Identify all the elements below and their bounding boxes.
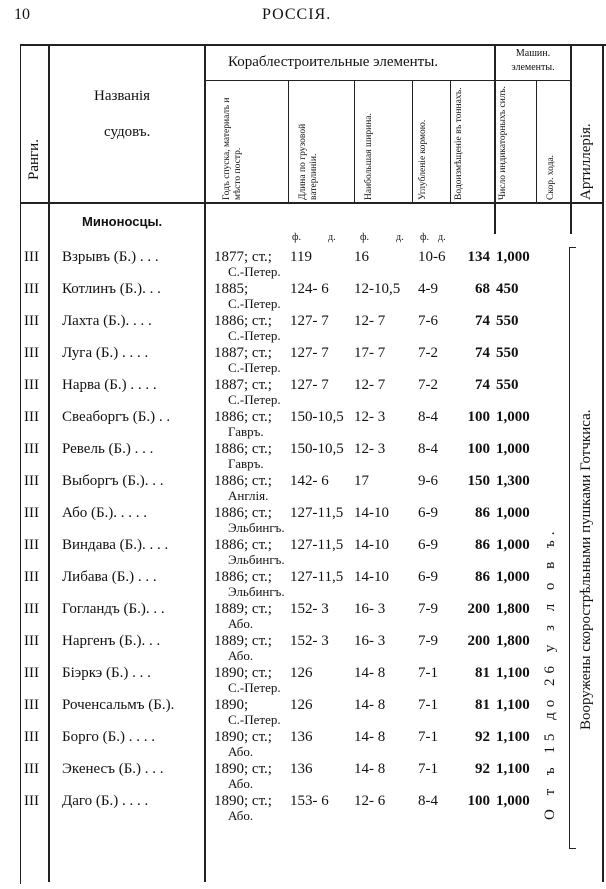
header-name-line1: Названія bbox=[94, 88, 151, 104]
cell-draft: 4-9 bbox=[418, 281, 438, 297]
cell-displacement: 81 bbox=[475, 665, 490, 681]
cell-yard: Або. bbox=[228, 616, 254, 631]
page-number: 10 bbox=[14, 6, 30, 23]
cell-yard: С.-Петер. bbox=[228, 264, 281, 279]
cell-name: Котлинъ (Б.). . . bbox=[62, 281, 161, 297]
header-col-hp: Число индикаторныхъ силъ. bbox=[498, 86, 508, 200]
rule-machine bbox=[570, 44, 572, 234]
cell-yard: С.-Петер. bbox=[228, 712, 281, 727]
header-col-year: Годъ спуска, материалъ и мѣсто постр. bbox=[222, 97, 243, 200]
cell-displacement: 86 bbox=[475, 537, 490, 553]
cell-hp: 1,000 bbox=[496, 249, 530, 265]
artillery-brace bbox=[569, 247, 576, 849]
cell-width: 12-10,5 bbox=[354, 281, 401, 297]
cell-year: 1886; ст.; bbox=[214, 409, 272, 425]
cell-length: 152- 3 bbox=[290, 601, 329, 617]
artillery-note: Вооружены скорострѣльными пушками Готчкиса. bbox=[578, 409, 594, 730]
cell-hp: 1,000 bbox=[496, 441, 530, 457]
cell-name: Даго (Б.) . . . . bbox=[62, 793, 149, 809]
cell-hp: 1,300 bbox=[496, 473, 530, 489]
rule-sub bbox=[412, 80, 413, 202]
table-row bbox=[0, 661, 606, 693]
rule-sub bbox=[354, 80, 355, 202]
cell-draft: 6-9 bbox=[418, 537, 438, 553]
cell-draft: 10-6 bbox=[418, 249, 446, 265]
cell-name: Борго (Б.) . . . . bbox=[62, 729, 155, 745]
cell-draft: 9-6 bbox=[418, 473, 438, 489]
cell-width: 12- 7 bbox=[354, 377, 386, 393]
cell-draft: 7-2 bbox=[418, 345, 438, 361]
table-row bbox=[0, 757, 606, 789]
table-row bbox=[0, 405, 606, 437]
cell-width: 16- 3 bbox=[354, 601, 386, 617]
cell-displacement: 74 bbox=[475, 377, 490, 393]
speed-note: О т ъ 15 до 26 у з л о в ъ. bbox=[542, 526, 558, 820]
cell-draft: 8-4 bbox=[418, 409, 438, 425]
cell-draft: 6-9 bbox=[418, 505, 438, 521]
unit-length-inch: д. bbox=[328, 232, 336, 243]
cell-length: 142- 6 bbox=[290, 473, 329, 489]
table-row bbox=[0, 341, 606, 373]
cell-displacement: 86 bbox=[475, 505, 490, 521]
cell-year: 1890; ст.; bbox=[214, 761, 272, 777]
cell-rank: III bbox=[24, 761, 39, 777]
cell-yard: Англія. bbox=[228, 488, 269, 503]
cell-hp: 1,100 bbox=[496, 697, 530, 713]
cell-year: 1890; ст.; bbox=[214, 729, 272, 745]
cell-draft: 7-6 bbox=[418, 313, 438, 329]
cell-year: 1886; ст.; bbox=[214, 473, 272, 489]
table-row bbox=[0, 277, 606, 309]
cell-yard: Або. bbox=[228, 776, 254, 791]
cell-hp: 1,100 bbox=[496, 665, 530, 681]
cell-yard: Або. bbox=[228, 808, 254, 823]
cell-name: Выборгъ (Б.). . . bbox=[62, 473, 164, 489]
cell-width: 12- 6 bbox=[354, 793, 386, 809]
table-row bbox=[0, 501, 606, 533]
table-row bbox=[0, 245, 606, 277]
rule-sub bbox=[536, 80, 537, 202]
cell-draft: 6-9 bbox=[418, 569, 438, 585]
cell-draft: 8-4 bbox=[418, 793, 438, 809]
cell-hp: 450 bbox=[496, 281, 519, 297]
table-row bbox=[0, 469, 606, 501]
header-col-speed: Скор. хода. bbox=[546, 154, 556, 200]
cell-length: 136 bbox=[290, 761, 313, 777]
header-ship-elements: Кораблестроительные элементы. bbox=[228, 54, 439, 70]
cell-rank: III bbox=[24, 633, 39, 649]
cell-hp: 1,000 bbox=[496, 537, 530, 553]
cell-width: 16- 3 bbox=[354, 633, 386, 649]
cell-width: 14- 8 bbox=[354, 665, 386, 681]
header-machine-line2: элементы. bbox=[511, 62, 555, 73]
unit-width-inch: д. bbox=[396, 232, 404, 243]
cell-rank: III bbox=[24, 665, 39, 681]
cell-hp: 1,100 bbox=[496, 729, 530, 745]
cell-hp: 1,000 bbox=[496, 569, 530, 585]
cell-name: Наргенъ (Б.). . . bbox=[62, 633, 161, 649]
cell-rank: III bbox=[24, 377, 39, 393]
cell-length: 126 bbox=[290, 665, 313, 681]
cell-rank: III bbox=[24, 729, 39, 745]
cell-width: 14-10 bbox=[354, 505, 389, 521]
cell-hp: 1,000 bbox=[496, 409, 530, 425]
cell-name: Луга (Б.) . . . . bbox=[62, 345, 149, 361]
cell-draft: 7-1 bbox=[418, 697, 438, 713]
cell-yard: Эльбингъ. bbox=[228, 552, 285, 567]
cell-yard: С.-Петер. bbox=[228, 328, 281, 343]
cell-width: 12- 7 bbox=[354, 313, 386, 329]
header-machine-line1: Машин. bbox=[515, 48, 551, 59]
cell-length: 124- 6 bbox=[290, 281, 329, 297]
rule-sub bbox=[288, 80, 289, 202]
header-name-line2: судовъ. bbox=[104, 124, 151, 140]
cell-year: 1889; ст.; bbox=[214, 601, 272, 617]
cell-rank: III bbox=[24, 697, 39, 713]
cell-width: 17 bbox=[354, 473, 369, 489]
cell-length: 153- 6 bbox=[290, 793, 329, 809]
cell-rank: III bbox=[24, 441, 39, 457]
cell-name: Біэркэ (Б.) . . . bbox=[62, 665, 151, 681]
cell-length: 150-10,5 bbox=[290, 409, 344, 425]
cell-displacement: 92 bbox=[475, 761, 490, 777]
cell-displacement: 200 bbox=[467, 601, 490, 617]
header-rank: Ранги. bbox=[26, 139, 42, 180]
cell-displacement: 100 bbox=[467, 409, 490, 425]
rule-header-bottom bbox=[20, 202, 604, 204]
cell-year: 1887; ст.; bbox=[214, 377, 272, 393]
cell-width: 12- 3 bbox=[354, 441, 386, 457]
cell-draft: 7-9 bbox=[418, 601, 438, 617]
cell-draft: 7-1 bbox=[418, 729, 438, 745]
cell-length: 119 bbox=[290, 249, 312, 265]
cell-name: Лахта (Б.). . . . bbox=[62, 313, 152, 329]
cell-year: 1890; bbox=[214, 697, 249, 713]
cell-year: 1886; ст.; bbox=[214, 569, 272, 585]
cell-displacement: 100 bbox=[467, 441, 490, 457]
cell-rank: III bbox=[24, 601, 39, 617]
table-row bbox=[0, 597, 606, 629]
cell-draft: 8-4 bbox=[418, 441, 438, 457]
cell-name: Виндава (Б.). . . . bbox=[62, 537, 169, 553]
cell-year: 1886; ст.; bbox=[214, 505, 272, 521]
cell-rank: III bbox=[24, 569, 39, 585]
header-artillery: Артиллерія. bbox=[578, 123, 594, 200]
cell-draft: 7-9 bbox=[418, 633, 438, 649]
cell-name: Взрывъ (Б.) . . . bbox=[62, 249, 159, 265]
cell-hp: 550 bbox=[496, 313, 519, 329]
cell-rank: III bbox=[24, 281, 39, 297]
cell-width: 16 bbox=[354, 249, 369, 265]
cell-width: 14- 8 bbox=[354, 697, 386, 713]
cell-rank: III bbox=[24, 505, 39, 521]
cell-name: Либава (Б.) . . . bbox=[62, 569, 157, 585]
cell-name: Свеаборгъ (Б.) . . bbox=[62, 409, 171, 425]
unit-draft-feet: ф. bbox=[420, 232, 429, 243]
cell-year: 1890; ст.; bbox=[214, 665, 272, 681]
cell-yard: С.-Петер. bbox=[228, 680, 281, 695]
cell-rank: III bbox=[24, 409, 39, 425]
cell-draft: 7-1 bbox=[418, 761, 438, 777]
cell-year: 1886; ст.; bbox=[214, 537, 272, 553]
running-head: РОССІЯ. bbox=[262, 6, 332, 23]
cell-width: 14-10 bbox=[354, 537, 389, 553]
cell-draft: 7-2 bbox=[418, 377, 438, 393]
cell-displacement: 200 bbox=[467, 633, 490, 649]
unit-length-feet: ф. bbox=[292, 232, 301, 243]
cell-displacement: 68 bbox=[475, 281, 490, 297]
cell-year: 1890; ст.; bbox=[214, 793, 272, 809]
cell-hp: 1,000 bbox=[496, 793, 530, 809]
cell-width: 12- 3 bbox=[354, 409, 386, 425]
cell-rank: III bbox=[24, 793, 39, 809]
cell-year: 1877; ст.; bbox=[214, 249, 272, 265]
table-row bbox=[0, 437, 606, 469]
cell-year: 1887; ст.; bbox=[214, 345, 272, 361]
cell-yard: Эльбингъ. bbox=[228, 520, 285, 535]
cell-length: 127-11,5 bbox=[290, 537, 344, 553]
cell-displacement: 92 bbox=[475, 729, 490, 745]
cell-rank: III bbox=[24, 537, 39, 553]
rule-sub bbox=[450, 80, 451, 202]
header-col-draft: Углубленіе кормою. bbox=[418, 119, 428, 200]
cell-length: 126 bbox=[290, 697, 313, 713]
rule-subheader bbox=[204, 80, 570, 81]
cell-length: 136 bbox=[290, 729, 313, 745]
cell-displacement: 134 bbox=[467, 249, 490, 265]
table-row bbox=[0, 533, 606, 565]
cell-displacement: 100 bbox=[467, 793, 490, 809]
cell-year: 1886; ст.; bbox=[214, 441, 272, 457]
cell-hp: 1,800 bbox=[496, 601, 530, 617]
table-row bbox=[0, 629, 606, 661]
cell-hp: 550 bbox=[496, 377, 519, 393]
cell-name: Экенесъ (Б.) . . . bbox=[62, 761, 164, 777]
cell-displacement: 81 bbox=[475, 697, 490, 713]
cell-displacement: 74 bbox=[475, 345, 490, 361]
cell-name: Нарва (Б.) . . . . bbox=[62, 377, 157, 393]
cell-hp: 1,000 bbox=[496, 505, 530, 521]
cell-yard: Або. bbox=[228, 648, 254, 663]
cell-rank: III bbox=[24, 473, 39, 489]
cell-draft: 7-1 bbox=[418, 665, 438, 681]
table-row bbox=[0, 309, 606, 341]
cell-rank: III bbox=[24, 313, 39, 329]
cell-length: 127-11,5 bbox=[290, 505, 344, 521]
cell-width: 14- 8 bbox=[354, 761, 386, 777]
cell-length: 127-11,5 bbox=[290, 569, 344, 585]
header-col-width: Наибольшая ширина. bbox=[364, 113, 374, 200]
header-col-length: Длина по грузовой ватерлиніи. bbox=[298, 123, 319, 200]
cell-rank: III bbox=[24, 345, 39, 361]
cell-yard: Эльбингъ. bbox=[228, 584, 285, 599]
cell-name: Гогландъ (Б.). . . bbox=[62, 601, 165, 617]
cell-length: 127- 7 bbox=[290, 377, 329, 393]
cell-yard: С.-Петер. bbox=[228, 296, 281, 311]
cell-hp: 550 bbox=[496, 345, 519, 361]
unit-width-feet: ф. bbox=[360, 232, 369, 243]
cell-width: 17- 7 bbox=[354, 345, 386, 361]
cell-year: 1889; ст.; bbox=[214, 633, 272, 649]
cell-yard: С.-Петер. bbox=[228, 360, 281, 375]
cell-length: 152- 3 bbox=[290, 633, 329, 649]
cell-length: 150-10,5 bbox=[290, 441, 344, 457]
cell-rank: III bbox=[24, 249, 39, 265]
cell-year: 1885; bbox=[214, 281, 249, 297]
cell-name: Роченсальмъ (Б.). bbox=[62, 697, 175, 713]
unit-draft-inch: д. bbox=[438, 232, 446, 243]
cell-yard: С.-Петер. bbox=[228, 392, 281, 407]
cell-hp: 1,800 bbox=[496, 633, 530, 649]
table-row bbox=[0, 565, 606, 597]
cell-displacement: 150 bbox=[467, 473, 490, 489]
cell-length: 127- 7 bbox=[290, 345, 329, 361]
cell-yard: Або. bbox=[228, 744, 254, 759]
table-row bbox=[0, 789, 606, 821]
table-row bbox=[0, 373, 606, 405]
header-col-displacement: Водоизмѣщеніе въ тоннахъ. bbox=[454, 87, 464, 200]
cell-displacement: 74 bbox=[475, 313, 490, 329]
section-title: Миноносцы. bbox=[82, 214, 163, 229]
table-row bbox=[0, 725, 606, 757]
cell-displacement: 86 bbox=[475, 569, 490, 585]
cell-width: 14-10 bbox=[354, 569, 389, 585]
cell-yard: Гавръ. bbox=[228, 456, 264, 471]
cell-width: 14- 8 bbox=[354, 729, 386, 745]
cell-name: Або (Б.). . . . . bbox=[62, 505, 148, 521]
cell-name: Ревель (Б.) . . . bbox=[62, 441, 154, 457]
cell-hp: 1,100 bbox=[496, 761, 530, 777]
cell-length: 127- 7 bbox=[290, 313, 329, 329]
cell-yard: Гавръ. bbox=[228, 424, 264, 439]
cell-year: 1886; ст.; bbox=[214, 313, 272, 329]
table-row bbox=[0, 693, 606, 725]
